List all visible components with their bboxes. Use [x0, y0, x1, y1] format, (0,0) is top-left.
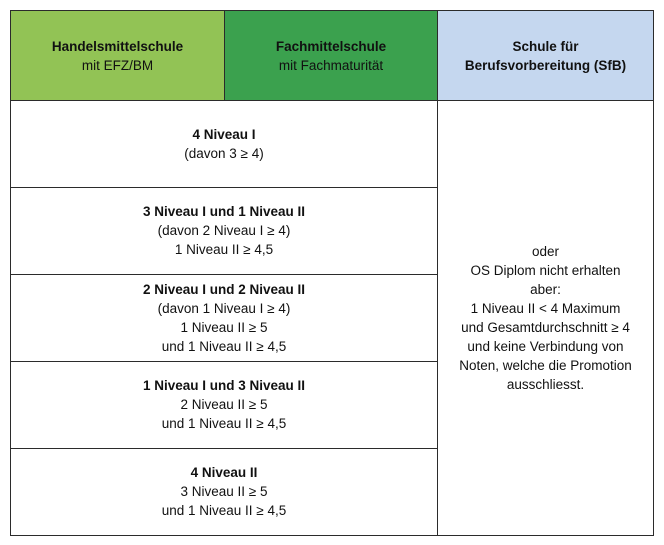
criteria-cell-2 — [11, 188, 438, 275]
criteria-title: 4 Niveau I — [192, 127, 256, 142]
header-fachmittelschule — [225, 11, 438, 101]
criteria-line: und 1 Niveau II ≥ 4,5 — [161, 503, 287, 519]
criteria-line: (davon 1 Niveau I ≥ 4) — [157, 300, 291, 316]
sfb-line: 1 Niveau II < 4 Maximum — [470, 301, 621, 316]
criteria-line: 2 Niveau II ≥ 5 — [180, 397, 268, 413]
sfb-line: aber: — [530, 282, 561, 297]
criteria-title: 4 Niveau II — [190, 465, 258, 481]
criteria-title: 2 Niveau I und 2 Niveau II — [142, 281, 306, 297]
promotion-criteria-table — [10, 10, 654, 536]
criteria-line: 3 Niveau II ≥ 5 — [180, 484, 268, 500]
criteria-line: (davon 3 ≥ 4) — [184, 146, 264, 161]
criteria-line: 1 Niveau II ≥ 5 — [180, 319, 268, 335]
criteria-title: 1 Niveau I und 3 Niveau II — [142, 378, 306, 394]
criteria-cell-5 — [11, 448, 438, 535]
table-row — [11, 101, 654, 188]
header-row — [11, 11, 654, 101]
criteria-cell-1 — [11, 101, 438, 188]
sfb-line: OS Diplom nicht erhalten — [470, 263, 621, 278]
sfb-line: oder — [531, 244, 560, 259]
sfb-line: und keine Verbindung von — [467, 339, 624, 354]
criteria-cell-4 — [11, 361, 438, 448]
criteria-line: und 1 Niveau II ≥ 4,5 — [161, 338, 287, 354]
sfb-line: ausschliesst. — [506, 377, 585, 392]
criteria-cell-3 — [11, 274, 438, 361]
header-col2-subtitle: mit Fachmaturität — [278, 57, 384, 73]
header-col3-subtitle: Berufsvorbereitung (SfB) — [464, 57, 627, 73]
header-sfb — [438, 11, 654, 101]
criteria-line: und 1 Niveau II ≥ 4,5 — [161, 416, 287, 432]
criteria-title: 3 Niveau I und 1 Niveau II — [142, 204, 306, 220]
header-col2-title: Fachmittelschule — [275, 38, 387, 54]
sfb-line: und Gesamtdurchschnitt ≥ 4 — [461, 320, 630, 335]
header-col1-subtitle: mit EFZ/BM — [81, 57, 154, 73]
criteria-line: 1 Niveau II ≥ 4,5 — [174, 242, 274, 258]
header-col3-title: Schule für — [512, 38, 579, 54]
criteria-line: (davon 2 Niveau I ≥ 4) — [157, 223, 291, 239]
header-col1-title: Handelsmittelschule — [51, 38, 184, 54]
sfb-line: Noten, welche die Promotion — [459, 358, 632, 373]
header-handelsmittelschule — [11, 11, 225, 101]
sfb-conditions-cell — [438, 101, 654, 536]
